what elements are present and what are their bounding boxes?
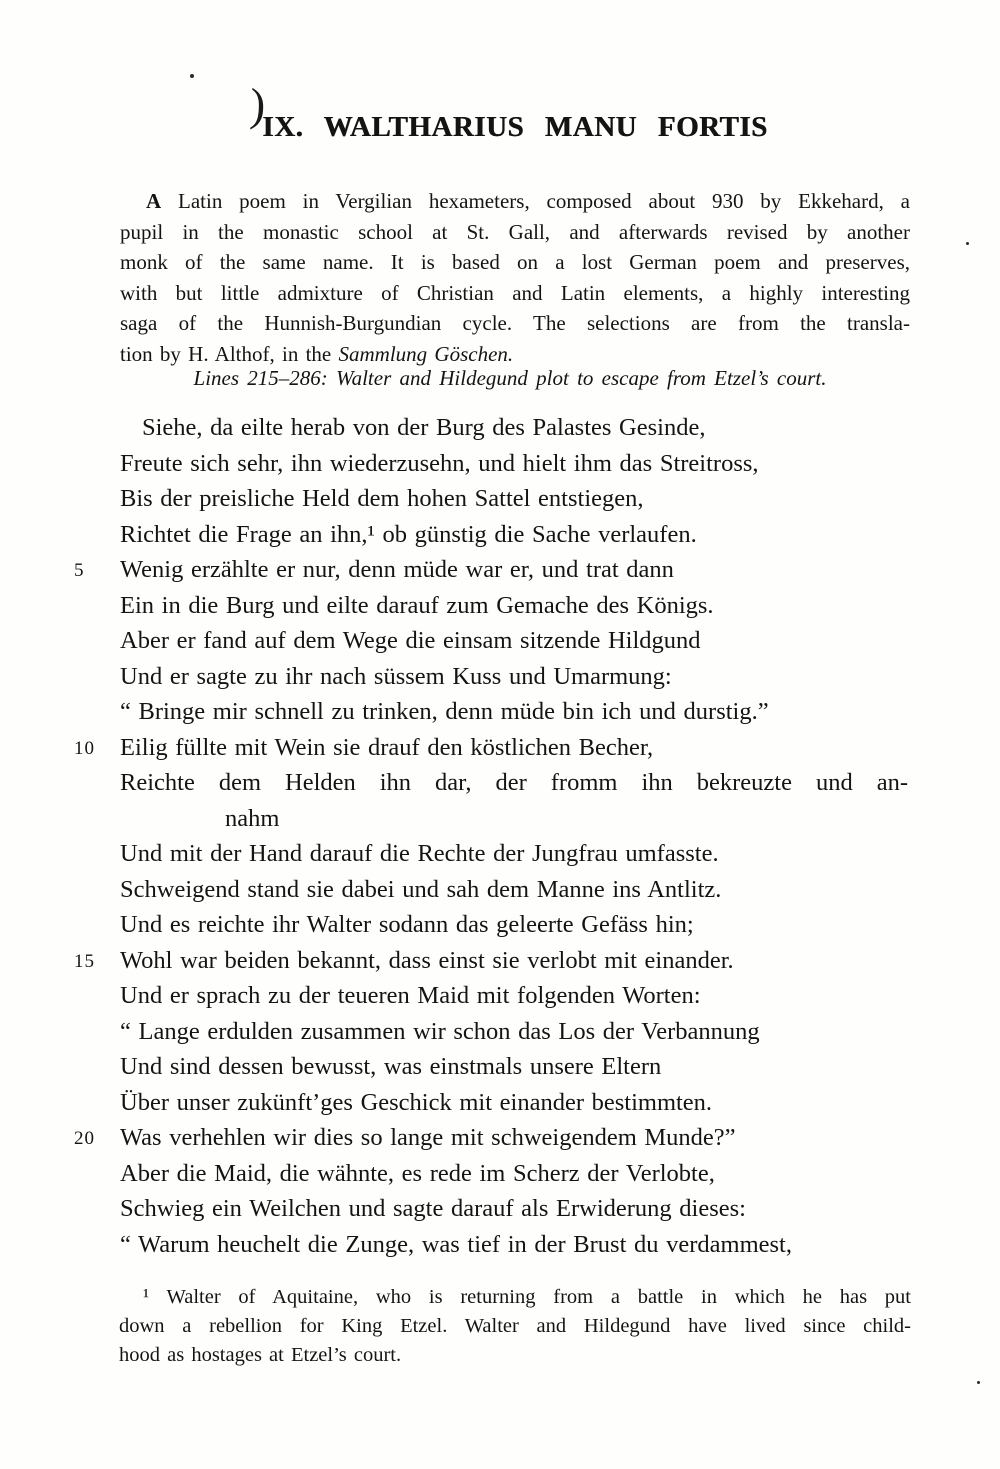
poem-line-number: 5 xyxy=(74,560,85,581)
footnote-line: down a rebellion for King Etzel. Walter and Hildegund have lived since child- xyxy=(119,1315,911,1337)
poem-line xyxy=(0,943,1000,979)
footnote-line: ¹ Walter of Aquitaine, who is returning from a battle in which he has put xyxy=(143,1286,911,1308)
poem-line xyxy=(0,659,1000,695)
poem-line xyxy=(0,872,1000,908)
poem-line-text: Ein in die Burg und eilte darauf zum Gemache des Königs. xyxy=(120,591,714,619)
cited-work-title: Sammlung Göschen. xyxy=(338,341,514,366)
intro-line: A Latin poem in Vergilian hexameters, composed about 930 by Ekkehard, a xyxy=(146,189,910,213)
section-heading: Lines 215–286: Walter and Hildegund plot to escape from Etzel’s court. xyxy=(193,366,827,390)
poem-line xyxy=(0,481,1000,517)
poem-line xyxy=(0,588,1000,624)
intro-line-last xyxy=(120,339,910,370)
poem-line-text: Und mit der Hand darauf die Rechte der Jungfrau umfasste. xyxy=(120,840,719,867)
poem-line-text: Über unser zukünft’ges Geschick mit einander bestimmten. xyxy=(120,1088,713,1116)
poem-line xyxy=(0,410,1000,446)
poem-line xyxy=(0,1049,1000,1085)
poem-line xyxy=(0,730,1000,766)
poem-line xyxy=(0,1085,1000,1121)
poem-line-text: nahm xyxy=(225,804,280,832)
poem-line-text: Freute sich sehr, ihn wiederzusehn, und hielt ihm das Streitross, xyxy=(120,449,759,477)
poem-line-text: Schweigend stand sie dabei und sah dem Manne ins Antlitz. xyxy=(120,875,722,903)
intro-line: with but little admixture of Christian and Latin elements, a highly interesting xyxy=(120,280,910,305)
poem-line-text: Siehe, da eilte herab von der Burg des Palastes Gesinde, xyxy=(142,414,706,441)
poem-line xyxy=(0,1156,1000,1192)
intro-line: pupil in the monastic school at St. Gall, and afterwards revised by another xyxy=(120,219,910,244)
handwritten-paren-mark: ) xyxy=(248,78,267,131)
poem-line xyxy=(0,1227,1000,1263)
poem-line-number: 20 xyxy=(74,1128,95,1149)
ink-speck xyxy=(966,242,969,245)
poem-line xyxy=(0,836,1000,872)
poem-line xyxy=(0,978,1000,1014)
intro-last-line-text: tion by H. Althof, in the xyxy=(120,341,339,366)
poem-line xyxy=(0,907,1000,943)
poem-line-text: Und er sprach zu der teueren Maid mit folgenden Worten: xyxy=(120,982,701,1009)
poem-line xyxy=(0,765,1000,801)
poem-line-text: Aber er fand auf dem Wege die einsam sitzende Hildgund xyxy=(120,627,701,654)
poem-line-text: Und es reichte ihr Walter sodann das geleerte Gefäss hin; xyxy=(120,911,694,938)
ink-speck xyxy=(190,74,194,78)
poem-line xyxy=(0,1120,1000,1156)
poem-line-text: Eilig füllte mit Wein sie drauf den köstlichen Becher, xyxy=(120,733,654,761)
poem xyxy=(0,410,1000,1262)
poem-line xyxy=(0,1191,1000,1227)
poem-line-text: Reichte dem Helden ihn dar, der fromm ihn bekreuzte und an- xyxy=(120,769,908,796)
poem-line xyxy=(0,694,1000,730)
poem-line xyxy=(0,801,1000,837)
intro-line: saga of the Hunnish-Burgundian cycle. The selections are from the transla- xyxy=(120,311,910,336)
poem-line xyxy=(0,623,1000,659)
poem-line-text: Wohl war beiden bekannt, dass einst sie verlobt mit einander. xyxy=(120,946,734,974)
ink-speck xyxy=(977,1381,980,1384)
poem-line-text: Schwieg ein Weilchen und sagte darauf als Erwiderung dieses: xyxy=(120,1195,746,1222)
poem-line-text: Wenig erzählte er nur, denn müde war er, und trat dann xyxy=(120,556,674,583)
poem-line-number: 10 xyxy=(74,737,95,759)
intro-line: monk of the same name. It is based on a lost German poem and preserves, xyxy=(120,250,910,275)
poem-line-text: Was verhehlen wir dies so lange mit schweigendem Munde?” xyxy=(120,1124,736,1151)
poem-line-text: “ Bringe mir schnell zu trinken, denn müde bin ich und durstig.” xyxy=(120,698,769,725)
poem-line-text: Und sind dessen bewusst, was einstmals unsere Eltern xyxy=(120,1053,662,1080)
poem-line-text: Richtet die Frage an ihn,¹ ob günstig die Sache verlaufen. xyxy=(120,520,697,548)
poem-line-text: Aber die Maid, die wähnte, es rede im Scherz der Verlobte, xyxy=(120,1159,715,1187)
poem-line-text: Bis der preisliche Held dem hohen Sattel entstiegen, xyxy=(120,485,644,512)
poem-line-text: “ Warum heuchelt die Zunge, was tief in der Brust du verdammest, xyxy=(120,1230,792,1258)
poem-line-text: “ Lange erdulden zusammen wir schon das Los der Verbannung xyxy=(120,1017,760,1045)
footnote xyxy=(119,1283,911,1370)
intro-paragraph xyxy=(120,186,910,370)
poem-line-number: 15 xyxy=(74,950,95,972)
poem-line xyxy=(0,552,1000,588)
poem-line xyxy=(0,446,1000,482)
poem-line xyxy=(0,1014,1000,1050)
poem-line xyxy=(0,517,1000,553)
footnote-line: hood as hostages at Etzel’s court. xyxy=(119,1344,402,1366)
poem-line-text: Und er sagte zu ihr nach süssem Kuss und Umarmung: xyxy=(120,662,672,690)
page-title: IX. WALTHARIUS MANU FORTIS xyxy=(262,111,768,143)
